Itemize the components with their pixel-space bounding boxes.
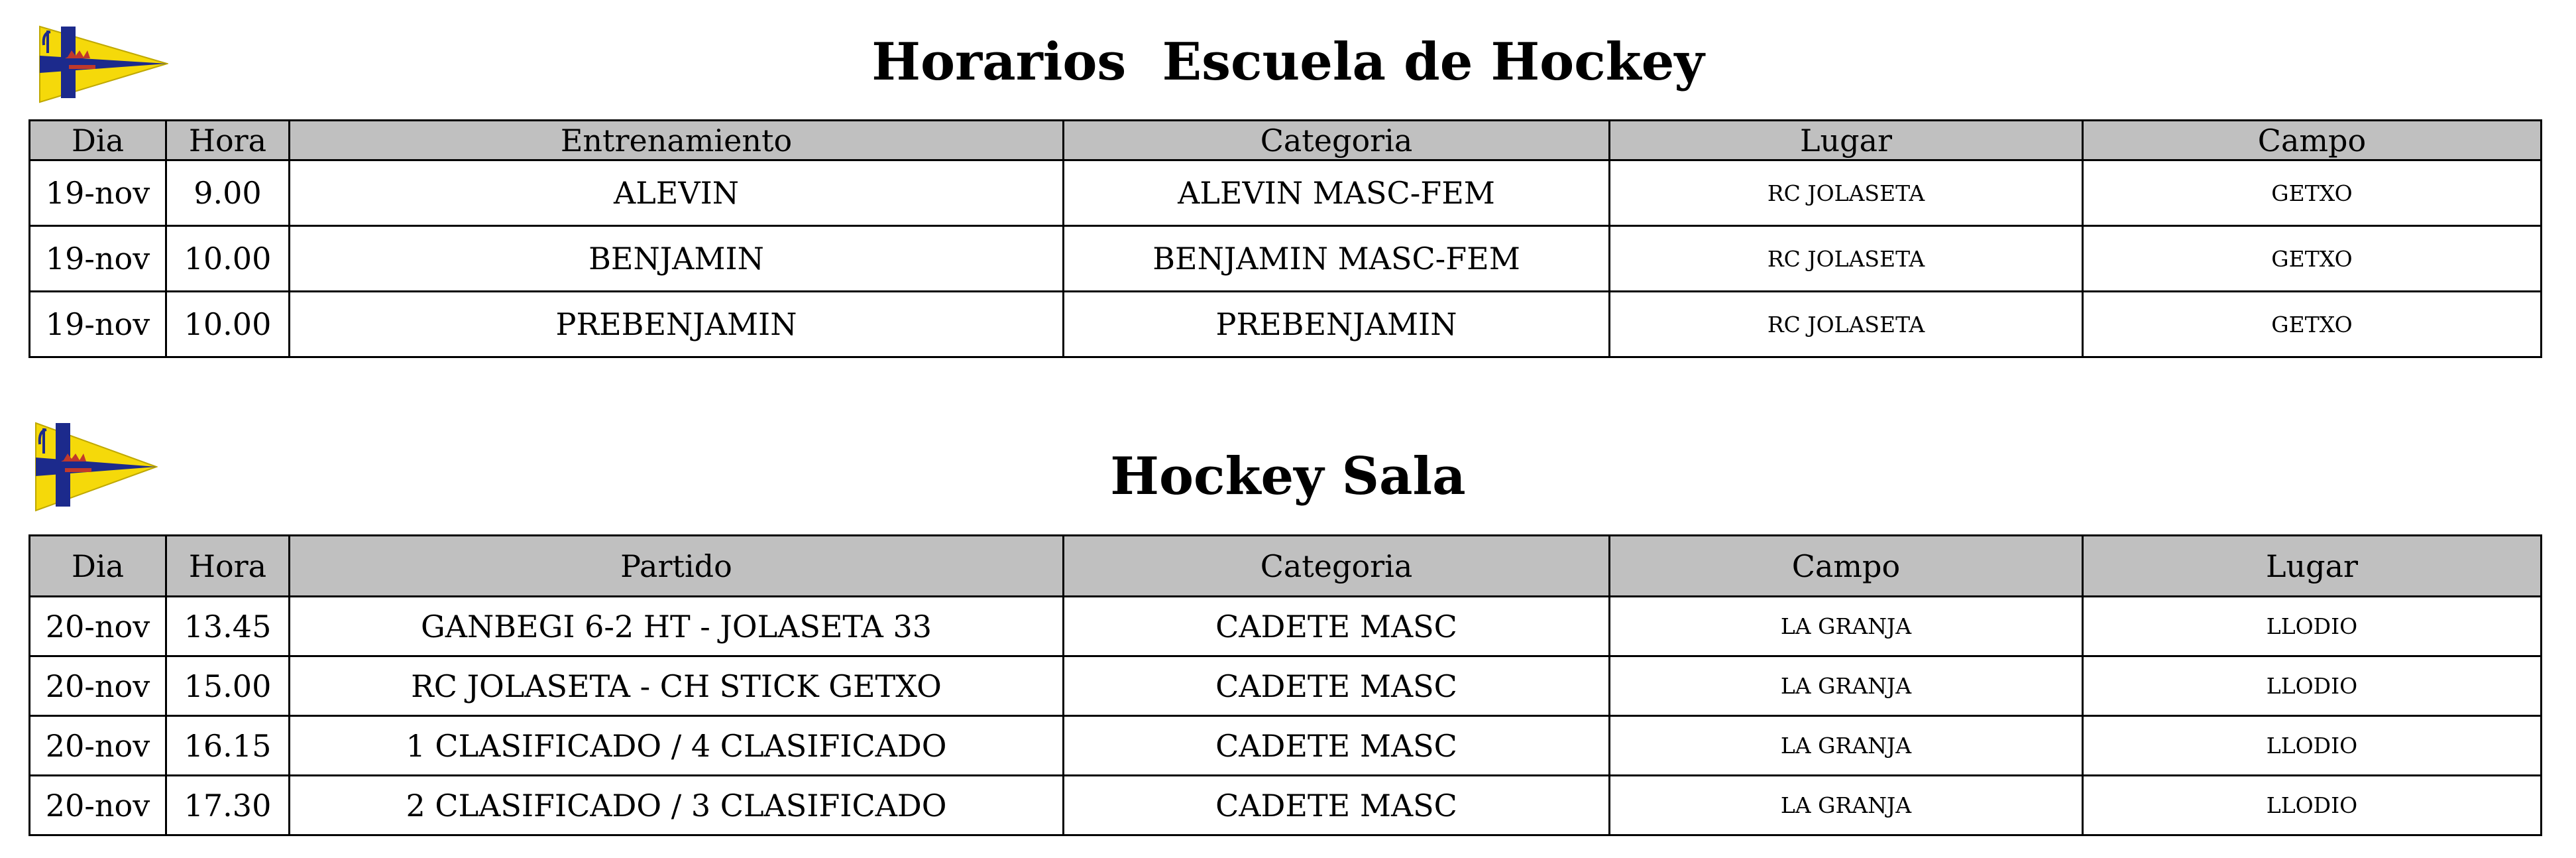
cell-entrenamiento: BENJAMIN [290, 226, 1064, 292]
table-row [30, 656, 2542, 716]
sala-schedule-table [28, 534, 2542, 836]
table-row [30, 226, 2542, 292]
cell-hora: 15.00 [166, 656, 290, 716]
cell-entrenamiento: PREBENJAMIN [290, 292, 1064, 357]
cell-lugar: RC JOLASETA [1610, 226, 2083, 292]
table-row [30, 716, 2542, 776]
col-hora: Hora [166, 536, 290, 597]
cell-partido: RC JOLASETA - CH STICK GETXO [290, 656, 1064, 716]
table-row [30, 597, 2542, 656]
cell-partido: 2 CLASIFICADO / 3 CLASIFICADO [290, 776, 1064, 835]
cell-lugar: LLODIO [2083, 776, 2542, 835]
cell-hora: 9.00 [166, 160, 290, 226]
cell-categoria: CADETE MASC [1064, 776, 1610, 835]
col-hora: Hora [166, 121, 290, 160]
cell-partido: 1 CLASIFICADO / 4 CLASIFICADO [290, 716, 1064, 776]
col-partido: Partido [290, 536, 1064, 597]
cell-dia: 19-nov [30, 226, 166, 292]
col-dia: Dia [30, 121, 166, 160]
cell-hora: 10.00 [166, 292, 290, 357]
col-categoria: Categoria [1064, 536, 1610, 597]
school-schedule-table [28, 119, 2542, 358]
cell-lugar: RC JOLASETA [1610, 160, 2083, 226]
table-header-row [30, 536, 2542, 597]
cell-lugar: LLODIO [2083, 656, 2542, 716]
cell-entrenamiento: ALEVIN [290, 160, 1064, 226]
col-lugar: Lugar [2083, 536, 2542, 597]
cell-hora: 13.45 [166, 597, 290, 656]
col-lugar: Lugar [1610, 121, 2083, 160]
col-campo: Campo [2083, 121, 2542, 160]
cell-categoria: ALEVIN MASC-FEM [1064, 160, 1610, 226]
cell-partido: GANBEGI 6-2 HT - JOLASETA 33 [290, 597, 1064, 656]
cell-categoria: CADETE MASC [1064, 597, 1610, 656]
cell-campo: GETXO [2083, 160, 2542, 226]
cell-dia: 20-nov [30, 597, 166, 656]
cell-campo: LA GRANJA [1610, 597, 2083, 656]
school-title: Horarios Escuela de Hockey [871, 32, 1705, 92]
cell-hora: 10.00 [166, 226, 290, 292]
cell-dia: 19-nov [30, 160, 166, 226]
cell-hora: 16.15 [166, 716, 290, 776]
cell-categoria: CADETE MASC [1064, 656, 1610, 716]
table-row [30, 160, 2542, 226]
cell-campo: LA GRANJA [1610, 776, 2083, 835]
cell-categoria: BENJAMIN MASC-FEM [1064, 226, 1610, 292]
table-header-row [30, 121, 2542, 160]
cell-lugar: RC JOLASETA [1610, 292, 2083, 357]
sala-title: Hockey Sala [1110, 446, 1466, 507]
col-dia: Dia [30, 536, 166, 597]
cell-hora: 17.30 [166, 776, 290, 835]
cell-campo: GETXO [2083, 292, 2542, 357]
cell-lugar: LLODIO [2083, 716, 2542, 776]
col-categoria: Categoria [1064, 121, 1610, 160]
table-row [30, 292, 2542, 357]
col-entrenamiento: Entrenamiento [290, 121, 1064, 160]
cell-campo: LA GRANJA [1610, 656, 2083, 716]
cell-categoria: PREBENJAMIN [1064, 292, 1610, 357]
cell-campo: GETXO [2083, 226, 2542, 292]
cell-dia: 20-nov [30, 716, 166, 776]
cell-dia: 19-nov [30, 292, 166, 357]
cell-categoria: CADETE MASC [1064, 716, 1610, 776]
cell-dia: 20-nov [30, 656, 166, 716]
cell-dia: 20-nov [30, 776, 166, 835]
cell-lugar: LLODIO [2083, 597, 2542, 656]
table-row [30, 776, 2542, 835]
col-campo: Campo [1610, 536, 2083, 597]
cell-campo: LA GRANJA [1610, 716, 2083, 776]
